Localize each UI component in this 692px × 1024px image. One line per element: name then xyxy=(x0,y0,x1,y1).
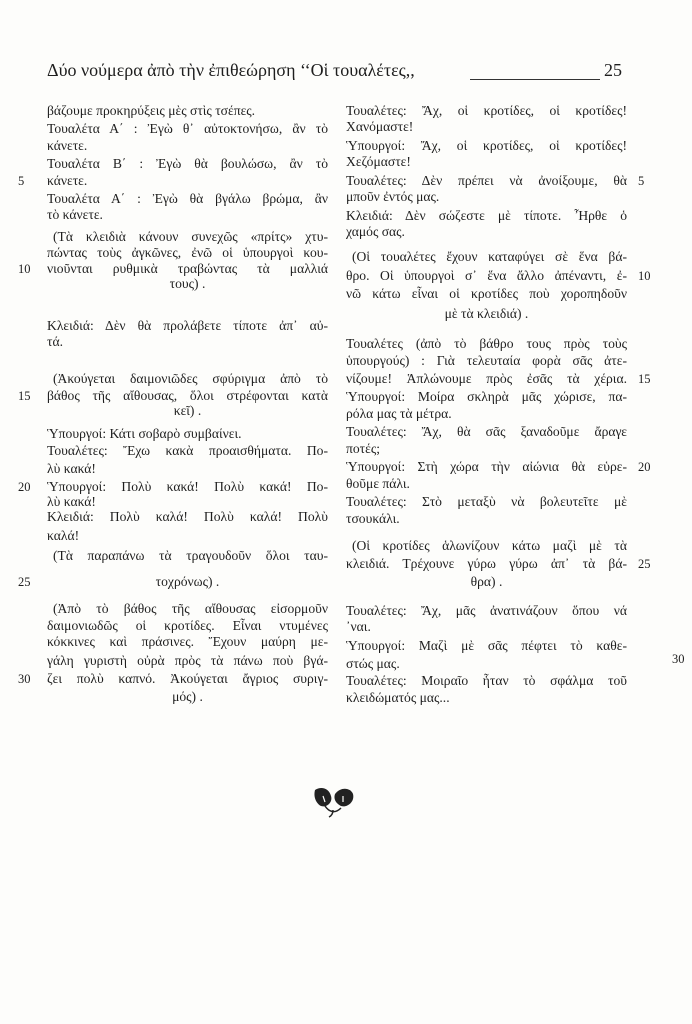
text-line: Τουαλέτα Β΄ : Ἐγὼ θὰ βουλώσω, ἂν τὸ xyxy=(47,156,328,171)
text-line: γάλη γυριστὴ οὐρὰ πρὸς τὰ πάνω ποὺ βγά- xyxy=(47,653,328,668)
text-line: Τουαλέτες: Μοιραῖο ἦταν τὸ σφάλμα τοῦ xyxy=(346,673,627,688)
right-line-number: 25 xyxy=(638,557,651,571)
text-line: δαιμονιωδῶς οἱ κροτίδες. Εἶναι ντυμένες xyxy=(47,618,328,633)
text-line: κλειδώματός μας... xyxy=(346,690,450,705)
text-line: Ὑπουργοί: Μοίρα σκληρὰ μᾶς χώρισε, πα- xyxy=(346,389,627,404)
text-line: Τουαλέτα Α΄ : Ἐγὼ θ᾽ αὐτοκτονήσω, ἂν τὸ xyxy=(47,121,328,136)
text-line: Τουαλέτες: Δὲν πρέπει νὰ ἀνοίξουμε, θὰ xyxy=(346,173,627,188)
page-number: 25 xyxy=(604,60,622,80)
text-line: τσουκάλι. xyxy=(346,511,400,526)
text-line: μός) . xyxy=(172,689,203,704)
right-line-number: 20 xyxy=(638,460,651,474)
text-line: λὺ κακά! xyxy=(47,461,96,476)
text-line: καλά! xyxy=(47,528,80,543)
text-line: Ὑπουργοί: Πολὺ κακά! Πολὺ κακά! Πο- xyxy=(47,479,328,494)
text-line: (Οἱ κροτίδες ἁλωνίζουν κάτω μαζὶ μὲ τὰ xyxy=(352,538,627,553)
text-line: Χανόμαστε! xyxy=(346,119,414,134)
text-line: βάζουμε προκηρύξεις μὲς στὶς τσέπες. xyxy=(47,103,256,118)
left-line-number: 20 xyxy=(18,480,31,494)
text-line: Ὑπουργοί: Μαζὶ μὲ σᾶς πέφτει τὸ καθε- xyxy=(346,638,627,653)
text-line: Χεζόμαστε! xyxy=(346,154,411,169)
text-line: κόκκινες καὶ πράσινες. Ἔχουν μαύρη με- xyxy=(47,634,328,649)
text-line: Τουαλέτες: Ἄχ, μᾶς ἀνατινάζουν ὅπου νά xyxy=(346,603,627,618)
text-line: ὑπουργούς) : Γιὰ τελευταία φορὰ σᾶς ἀτε- xyxy=(346,353,627,368)
left-line-number: 25 xyxy=(18,575,31,589)
left-line-number: 15 xyxy=(18,389,31,403)
text-line: Τουαλέτες: Στὸ μεταξὺ νὰ βολευτεῖτε μὲ xyxy=(346,494,627,509)
text-line: Κλειδιά: Δὲν θὰ προλάβετε τίποτε ἀπ᾽ αὐ- xyxy=(47,318,328,333)
text-line: πώντας τοὺς ἀγκῶνες, ἐνῶ οἱ ὑπουργοὶ κου- xyxy=(47,245,328,260)
text-line: Τουαλέτες (ἀπὸ τὸ βάθρο τους πρὸς τοὺς xyxy=(346,336,627,351)
text-line: χαμός σας. xyxy=(346,224,405,239)
text-line: μὲ τὰ κλειδιά) . xyxy=(444,306,529,321)
text-line: κεῖ) . xyxy=(173,403,202,418)
text-line: (Οἱ τουαλέτες ἔχουν καταφύγει σὲ ἕνα βά- xyxy=(352,249,627,264)
text-line: κλειδιά. Τρέχουνε γύρω γύρω ἀπ᾽ τὰ βά- xyxy=(346,556,627,571)
text-line: νιοῦνται ρυθμικὰ τραβώντας τὰ μαλλιά xyxy=(47,261,328,276)
text-line: τὸ κάνετε. xyxy=(47,207,103,222)
left-line-number: 30 xyxy=(18,672,31,686)
text-line: ᾽ναι. xyxy=(346,619,371,634)
right-line-number: 10 xyxy=(638,269,651,283)
left-line-number: 5 xyxy=(18,174,25,188)
text-line: Ὑπουργοί: Στὴ χώρα τὴν αἰώνια θὰ εὑρε- xyxy=(346,459,627,474)
text-line: βάθος τῆς αἴθουσας, ὅλοι στρέφονται κατὰ xyxy=(47,388,328,403)
text-line: Κλειδιά: Δὲν σώζεστε μὲ τίποτε. Ἦρθε ὁ xyxy=(346,208,627,223)
left-line-number: 10 xyxy=(18,262,31,276)
text-line: (Τὰ παραπάνω τὰ τραγουδοῦν ὅλοι ταυ- xyxy=(53,548,328,563)
text-line: Κλειδιά: Πολὺ καλά! Πολὺ καλά! Πολὺ xyxy=(47,509,328,524)
text-line: θοῦμε πάλι. xyxy=(346,476,410,491)
right-line-number: 5 xyxy=(638,174,645,188)
text-line: θρα) . xyxy=(470,574,503,589)
text-line: νῶ κάτω εἶναι οἱ κροτίδες ποὺ χοροπηδοῦν xyxy=(346,286,627,301)
text-line: κάνετε. xyxy=(47,138,88,153)
text-line: θρο. Οἱ ὑπουργοὶ σ᾽ ἕνα ἄλλο ἀπέναντι, ἐ- xyxy=(346,268,627,283)
text-line: στώς μας. xyxy=(346,656,400,671)
ivy-leaf-ornament-icon xyxy=(311,784,357,823)
text-line: νίζουμε! Ἁπλώνουμε πρὸς ἐσᾶς τὰ χέρια. xyxy=(346,371,627,386)
header-rule xyxy=(470,79,600,80)
text-line: ποτές; xyxy=(346,441,380,456)
text-line: μποῦν ἐντός μας. xyxy=(346,189,440,204)
text-line: λὺ κακά! xyxy=(47,494,96,509)
text-line: Τουαλέτα Α΄ : Ἐγὼ θὰ βγάλω βρώμα, ἂν xyxy=(47,191,328,206)
text-line: Ὑπουργοί: Ἄχ, οἱ κροτίδες, οἱ κροτίδες! xyxy=(346,138,627,153)
text-line: τά. xyxy=(47,334,63,349)
right-line-number: 30 xyxy=(672,652,685,666)
text-line: (Τὰ κλειδιὰ κάνουν συνεχῶς «πρίτς» χτυ- xyxy=(53,229,328,244)
running-title: Δύο νούμερα ἀπὸ τὴν ἐπιθεώρηση ‘‘Οἱ τουαλέτες,, xyxy=(47,60,415,80)
text-line: Τουαλέτες: Ἔχω κακὰ προαισθήματα. Πο- xyxy=(47,443,328,458)
text-line: Τουαλέτες: Ἄχ, θὰ σᾶς ξαναδοῦμε ἄραγε xyxy=(346,424,627,439)
right-line-number: 15 xyxy=(638,372,651,386)
text-line: Ὑπουργοί: Κάτι σοβαρὸ συμβαίνει. xyxy=(47,426,242,441)
text-line: τους) . xyxy=(169,276,206,291)
text-line: ζει πολὺ καπνό. Ἀκούγεται ἄγριος συριγ- xyxy=(47,671,328,686)
text-line: Τουαλέτες: Ἄχ, οἱ κροτίδες, οἱ κροτίδες! xyxy=(346,103,627,118)
text-line: ρόλα μας τὰ μέτρα. xyxy=(346,406,452,421)
text-line: τοχρόνως) . xyxy=(155,574,220,589)
text-line: κάνετε. xyxy=(47,173,88,188)
text-line: (Ἀπὸ τὸ βάθος τῆς αἴθουσας εἰσορμοῦν xyxy=(53,601,328,616)
text-line: (Ἀκούγεται δαιμονιῶδες σφύριγμα ἀπὸ τὸ xyxy=(53,371,328,386)
